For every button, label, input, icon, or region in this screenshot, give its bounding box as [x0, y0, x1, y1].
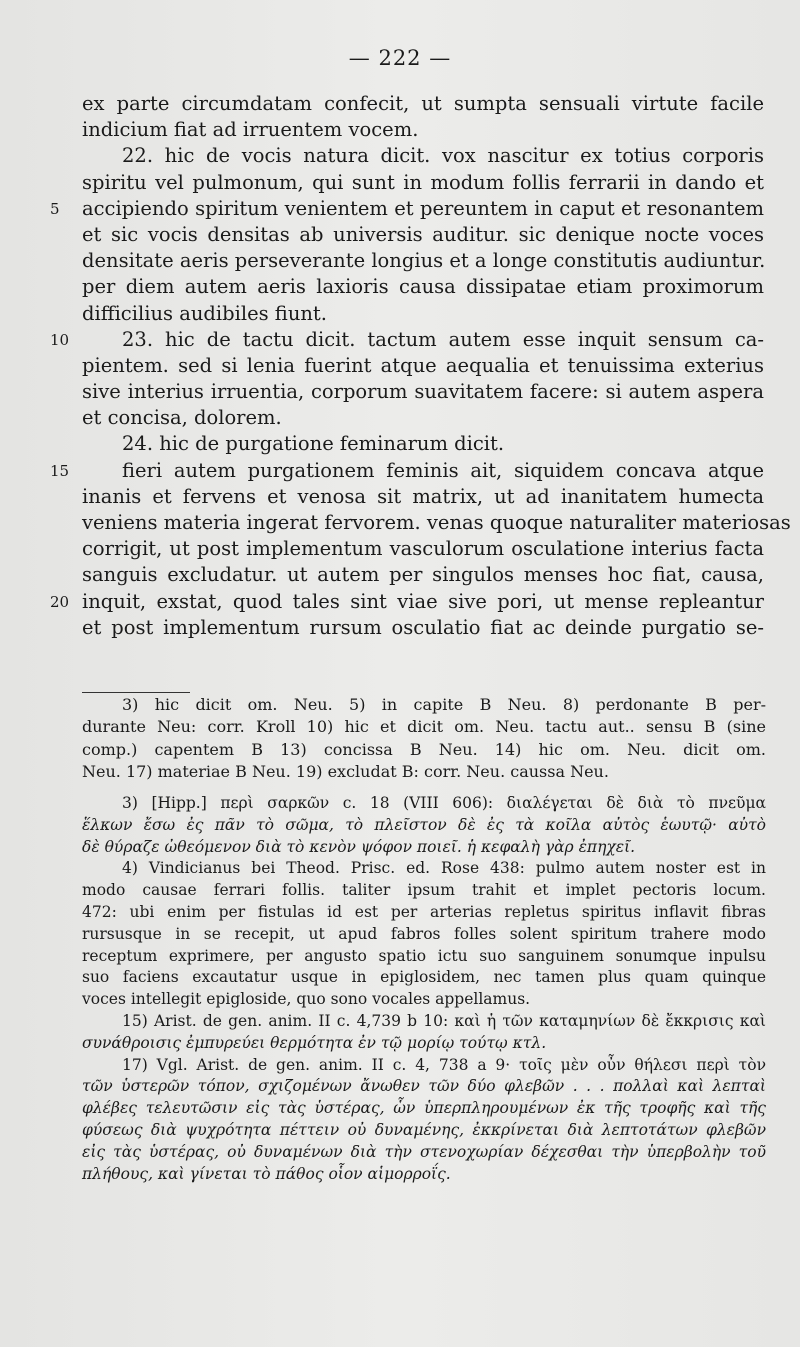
note-line: rursusque in se recepit, ut apud fabros folles solent spiritum trahere modo: [82, 924, 766, 943]
line-text: 22. hic de vocis natura dicit. vox nascitur ex totius corporis: [122, 144, 764, 168]
note-line: συνάθροισις ἐμπυρεύει θερμότητα ἐν τῷ μορίῳ τούτῳ κτλ.: [82, 1033, 547, 1052]
apparatus-line: Neu. 17) materiae B Neu. 19) excludat B: corr. Neu. caussa Neu.: [82, 761, 609, 781]
note-line: 3) [Hipp.] περὶ σαρκῶν c. 18 (VIII 606): διαλέγεται δὲ διὰ τὸ πνεῦμα: [122, 794, 766, 812]
line-text: indicium fiat ad irruentem vocem.: [82, 118, 419, 142]
line-text: sanguis excludatur. ut autem per singulos menses hoc fiat, causa,: [82, 563, 764, 587]
line-text: inanis et fervens et venosa sit matrix, ut ad inanitatem humecta: [82, 484, 764, 508]
footnote-rule: [82, 692, 190, 693]
text-line: [82, 353, 764, 379]
note-line: πλήθους, καὶ γίνεται τὸ πάθος οἷον αἱμορροΐς.: [82, 1164, 451, 1183]
note-line: 17) Vgl. Arist. de gen. anim. II c. 4, 738 a 9· τοῖς μὲν οὖν θήλεσι περὶ τὸν: [122, 1055, 766, 1074]
commentary-notes: [82, 793, 766, 1185]
line-text: difficilius audibiles fiunt.: [82, 301, 327, 325]
apparatus-line: comp.) capentem B 13) concissa B Neu. 14) hic om. Neu. dicit om.: [82, 739, 766, 759]
line-text: fieri autem purgationem feminis ait, siquidem concava atque: [122, 458, 764, 482]
line-text: 24. hic de purgatione feminarum dicit.: [122, 432, 505, 456]
line-number: 10: [50, 330, 70, 349]
text-line: [82, 248, 764, 274]
line-text: et sic vocis densitas ab universis auditur. sic denique nocte voces: [82, 222, 764, 246]
note-line: εἰς τὰς ὑστέρας, οὐ δυναμένων διὰ τὴν στενοχωρίαν δέχεσθαι τὴν ὑπερβολὴν τοῦ: [82, 1142, 766, 1161]
note-line: τῶν ὑστερῶν τόπον, σχιζομένων ἄνωθεν τῶν δύο φλεβῶν . . . πολλαὶ καὶ λεπταὶ: [82, 1077, 766, 1096]
line-text: densitate aeris perseverante longius et a longe constitutis audiuntur.: [82, 249, 766, 273]
text-line: [82, 405, 764, 431]
text-line: [82, 117, 764, 143]
text-line: [50, 327, 764, 353]
text-line: [82, 170, 764, 196]
note-line: ἕλκων ἔσω ἐς πᾶν τὸ σῶμα, τὸ πλεῖστον δὲ ἐς τὰ κοῖλα αὐτὸς ἑωυτῷ· αὐτὸ: [82, 815, 766, 834]
line-text: sive interius irruentia, corporum suavitatem facere: si autem aspera: [82, 380, 764, 404]
note-line: φύσεως διὰ ψυχρότητα πέττειν οὐ δυναμένης, ἐκκρίνεται διὰ λεπτοτάτων φλεβῶν: [82, 1120, 766, 1139]
text-line: [82, 301, 764, 327]
text-line: [82, 536, 764, 562]
line-text: accipiendo spiritum venientem et pereuntem in caput et resonantem: [82, 196, 764, 220]
line-text: et concisa, dolorem.: [82, 406, 282, 430]
page-number: — 222 —: [348, 46, 452, 70]
text-line: [82, 379, 764, 405]
line-text: ex parte circumdatam confecit, ut sumpta sensuali virtute facile: [82, 92, 764, 115]
note-line: δὲ θύραζε ὠθεόμενον διὰ τὸ κενὸν ψόφον ποιεῖ. ἡ κεφαλὴ γὰρ ἐπηχεῖ.: [82, 837, 636, 856]
apparatus-line: durante Neu: corr. Kroll 10) hic et dicit om. Neu. tactu aut.. sensu B (sine: [82, 717, 766, 737]
line-text: corrigit, ut post implementum vasculorum osculatione interius facta: [82, 537, 764, 561]
text-line: [82, 91, 764, 117]
line-text: spiritu vel pulmonum, qui sunt in modum follis ferrarii in dando et: [82, 170, 764, 194]
line-text: 23. hic de tactu dicit. tactum autem esse inquit sensum ca-: [122, 327, 764, 351]
apparatus-line: 3) hic dicit om. Neu. 5) in capite B Neu. 8) perdonante B per-: [122, 695, 766, 714]
line-text: veniens materia ingerat fervorem. venas quoque naturaliter materiosas: [82, 511, 791, 534]
note-line: receptum exprimere, per angusto spatio ictu suo sanguinem sonumque inpulsu: [82, 946, 766, 965]
line-number: 15: [50, 461, 70, 480]
text-line: [82, 274, 764, 300]
text-line: [82, 562, 764, 588]
text-line: [82, 484, 764, 510]
line-text: inquit, exstat, quod tales sint viae sive pori, ut mense repleantur: [82, 589, 764, 613]
note-line: 4) Vindicianus bei Theod. Prisc. ed. Rose 438: pulmo autem noster est in: [122, 859, 766, 878]
text-line: [82, 431, 764, 457]
text-line: [50, 458, 764, 484]
text-line: [50, 589, 764, 615]
line-text: per diem autem aeris laxioris causa dissipatae etiam proximorum: [82, 275, 764, 299]
line-text: et post implementum rursum osculatio fiat ac deinde purgatio se-: [82, 615, 764, 639]
critical-apparatus: [82, 694, 766, 783]
note-line: suo faciens excautatur usque in epiglosidem, nec tamen plus quam quinque: [82, 968, 766, 987]
line-text: pientem. sed si lenia fuerint atque aequalia et tenuissima exterius: [82, 353, 764, 377]
text-line: [82, 143, 764, 169]
line-number: 20: [50, 592, 70, 611]
note-line: modo causae ferrari follis. taliter ipsum trahit et implet pectoris locum.: [82, 881, 766, 900]
text-line: [50, 196, 764, 222]
note-line: 472: ubi enim per fistulas id est per arterias repletus spiritus inflavit fibras: [82, 902, 766, 921]
line-number: 5: [50, 199, 60, 218]
text-line: [82, 222, 764, 248]
text-line: [82, 615, 764, 641]
note-line: 15) Arist. de gen. anim. II c. 4,739 b 10: καὶ ἡ τῶν καταμηνίων δὲ ἔκκρισις καὶ: [122, 1011, 766, 1030]
main-text: [50, 91, 791, 641]
note-line: φλέβες τελευτῶσιν εἰς τὰς ὑστέρας, ὧν ὑπερπληρουμένων ἐκ τῆς τροφῆς καὶ τῆς: [82, 1099, 766, 1118]
note-line: voces intellegit epigloside, quo sono vocales appellamus.: [82, 990, 531, 1009]
text-line: [82, 510, 791, 536]
